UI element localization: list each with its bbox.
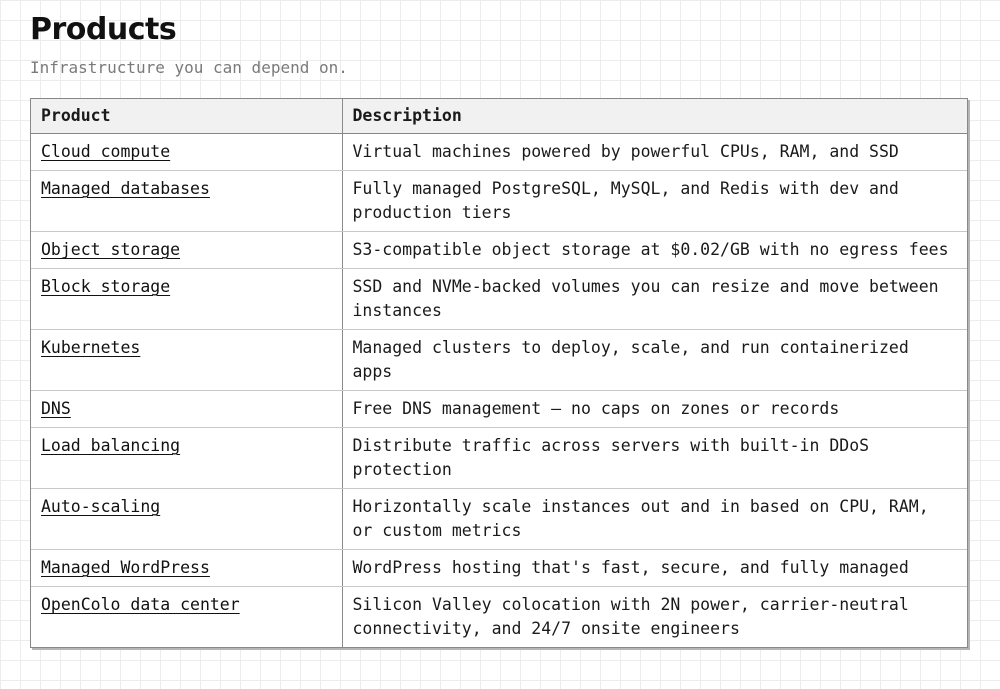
product-cell (31, 330, 342, 391)
product-link-auto-scaling[interactable]: Auto-scaling (41, 497, 161, 516)
table-row (31, 391, 967, 428)
description-cell: Free DNS management — no caps on zones or records (342, 391, 967, 428)
description-cell: Horizontally scale instances out and in based on CPU, RAM, or custom metrics (342, 489, 967, 550)
column-header-description: Description (342, 99, 967, 134)
product-link-managed-databases[interactable]: Managed databases (41, 179, 210, 198)
product-link-kubernetes[interactable]: Kubernetes (41, 338, 141, 357)
table-row (31, 269, 967, 330)
table-row (31, 171, 967, 232)
table-row (31, 587, 967, 648)
page-subtitle: Infrastructure you can depend on. (30, 58, 348, 77)
product-cell (31, 587, 342, 648)
description-cell: Fully managed PostgreSQL, MySQL, and Redis with dev and production tiers (342, 171, 967, 232)
product-link-cloud-compute[interactable]: Cloud compute (41, 142, 171, 161)
table-header-row (31, 99, 967, 134)
product-cell (31, 269, 342, 330)
products-table-container (30, 98, 968, 648)
product-cell (31, 550, 342, 587)
description-cell: WordPress hosting that's fast, secure, and fully managed (342, 550, 967, 587)
table-row (31, 489, 967, 550)
description-cell: Distribute traffic across servers with built-in DDoS protection (342, 428, 967, 489)
description-cell: Silicon Valley colocation with 2N power, carrier-neutral connectivity, and 24/7 onsite engineers (342, 587, 967, 648)
product-link-load-balancing[interactable]: Load balancing (41, 436, 181, 455)
product-link-block-storage[interactable]: Block storage (41, 277, 171, 296)
products-table (31, 99, 967, 647)
product-link-managed-wordpress[interactable]: Managed WordPress (41, 558, 210, 577)
product-link-object-storage[interactable]: Object storage (41, 240, 181, 259)
table-row (31, 550, 967, 587)
product-cell (31, 134, 342, 171)
table-row (31, 232, 967, 269)
description-cell: Managed clusters to deploy, scale, and run containerized apps (342, 330, 967, 391)
product-link-dns[interactable]: DNS (41, 399, 71, 418)
page-title: Products (30, 12, 177, 47)
description-cell: S3-compatible object storage at $0.02/GB with no egress fees (342, 232, 967, 269)
table-body (31, 134, 967, 648)
product-cell (31, 171, 342, 232)
product-cell (31, 489, 342, 550)
description-cell: Virtual machines powered by powerful CPUs, RAM, and SSD (342, 134, 967, 171)
table-row (31, 428, 967, 489)
product-cell (31, 232, 342, 269)
table-row (31, 134, 967, 171)
product-cell (31, 391, 342, 428)
product-cell (31, 428, 342, 489)
table-row (31, 330, 967, 391)
table-header (31, 99, 967, 134)
product-link-opencolo-data-center[interactable]: OpenColo data center (41, 595, 240, 614)
column-header-product: Product (31, 99, 342, 134)
description-cell: SSD and NVMe-backed volumes you can resize and move between instances (342, 269, 967, 330)
